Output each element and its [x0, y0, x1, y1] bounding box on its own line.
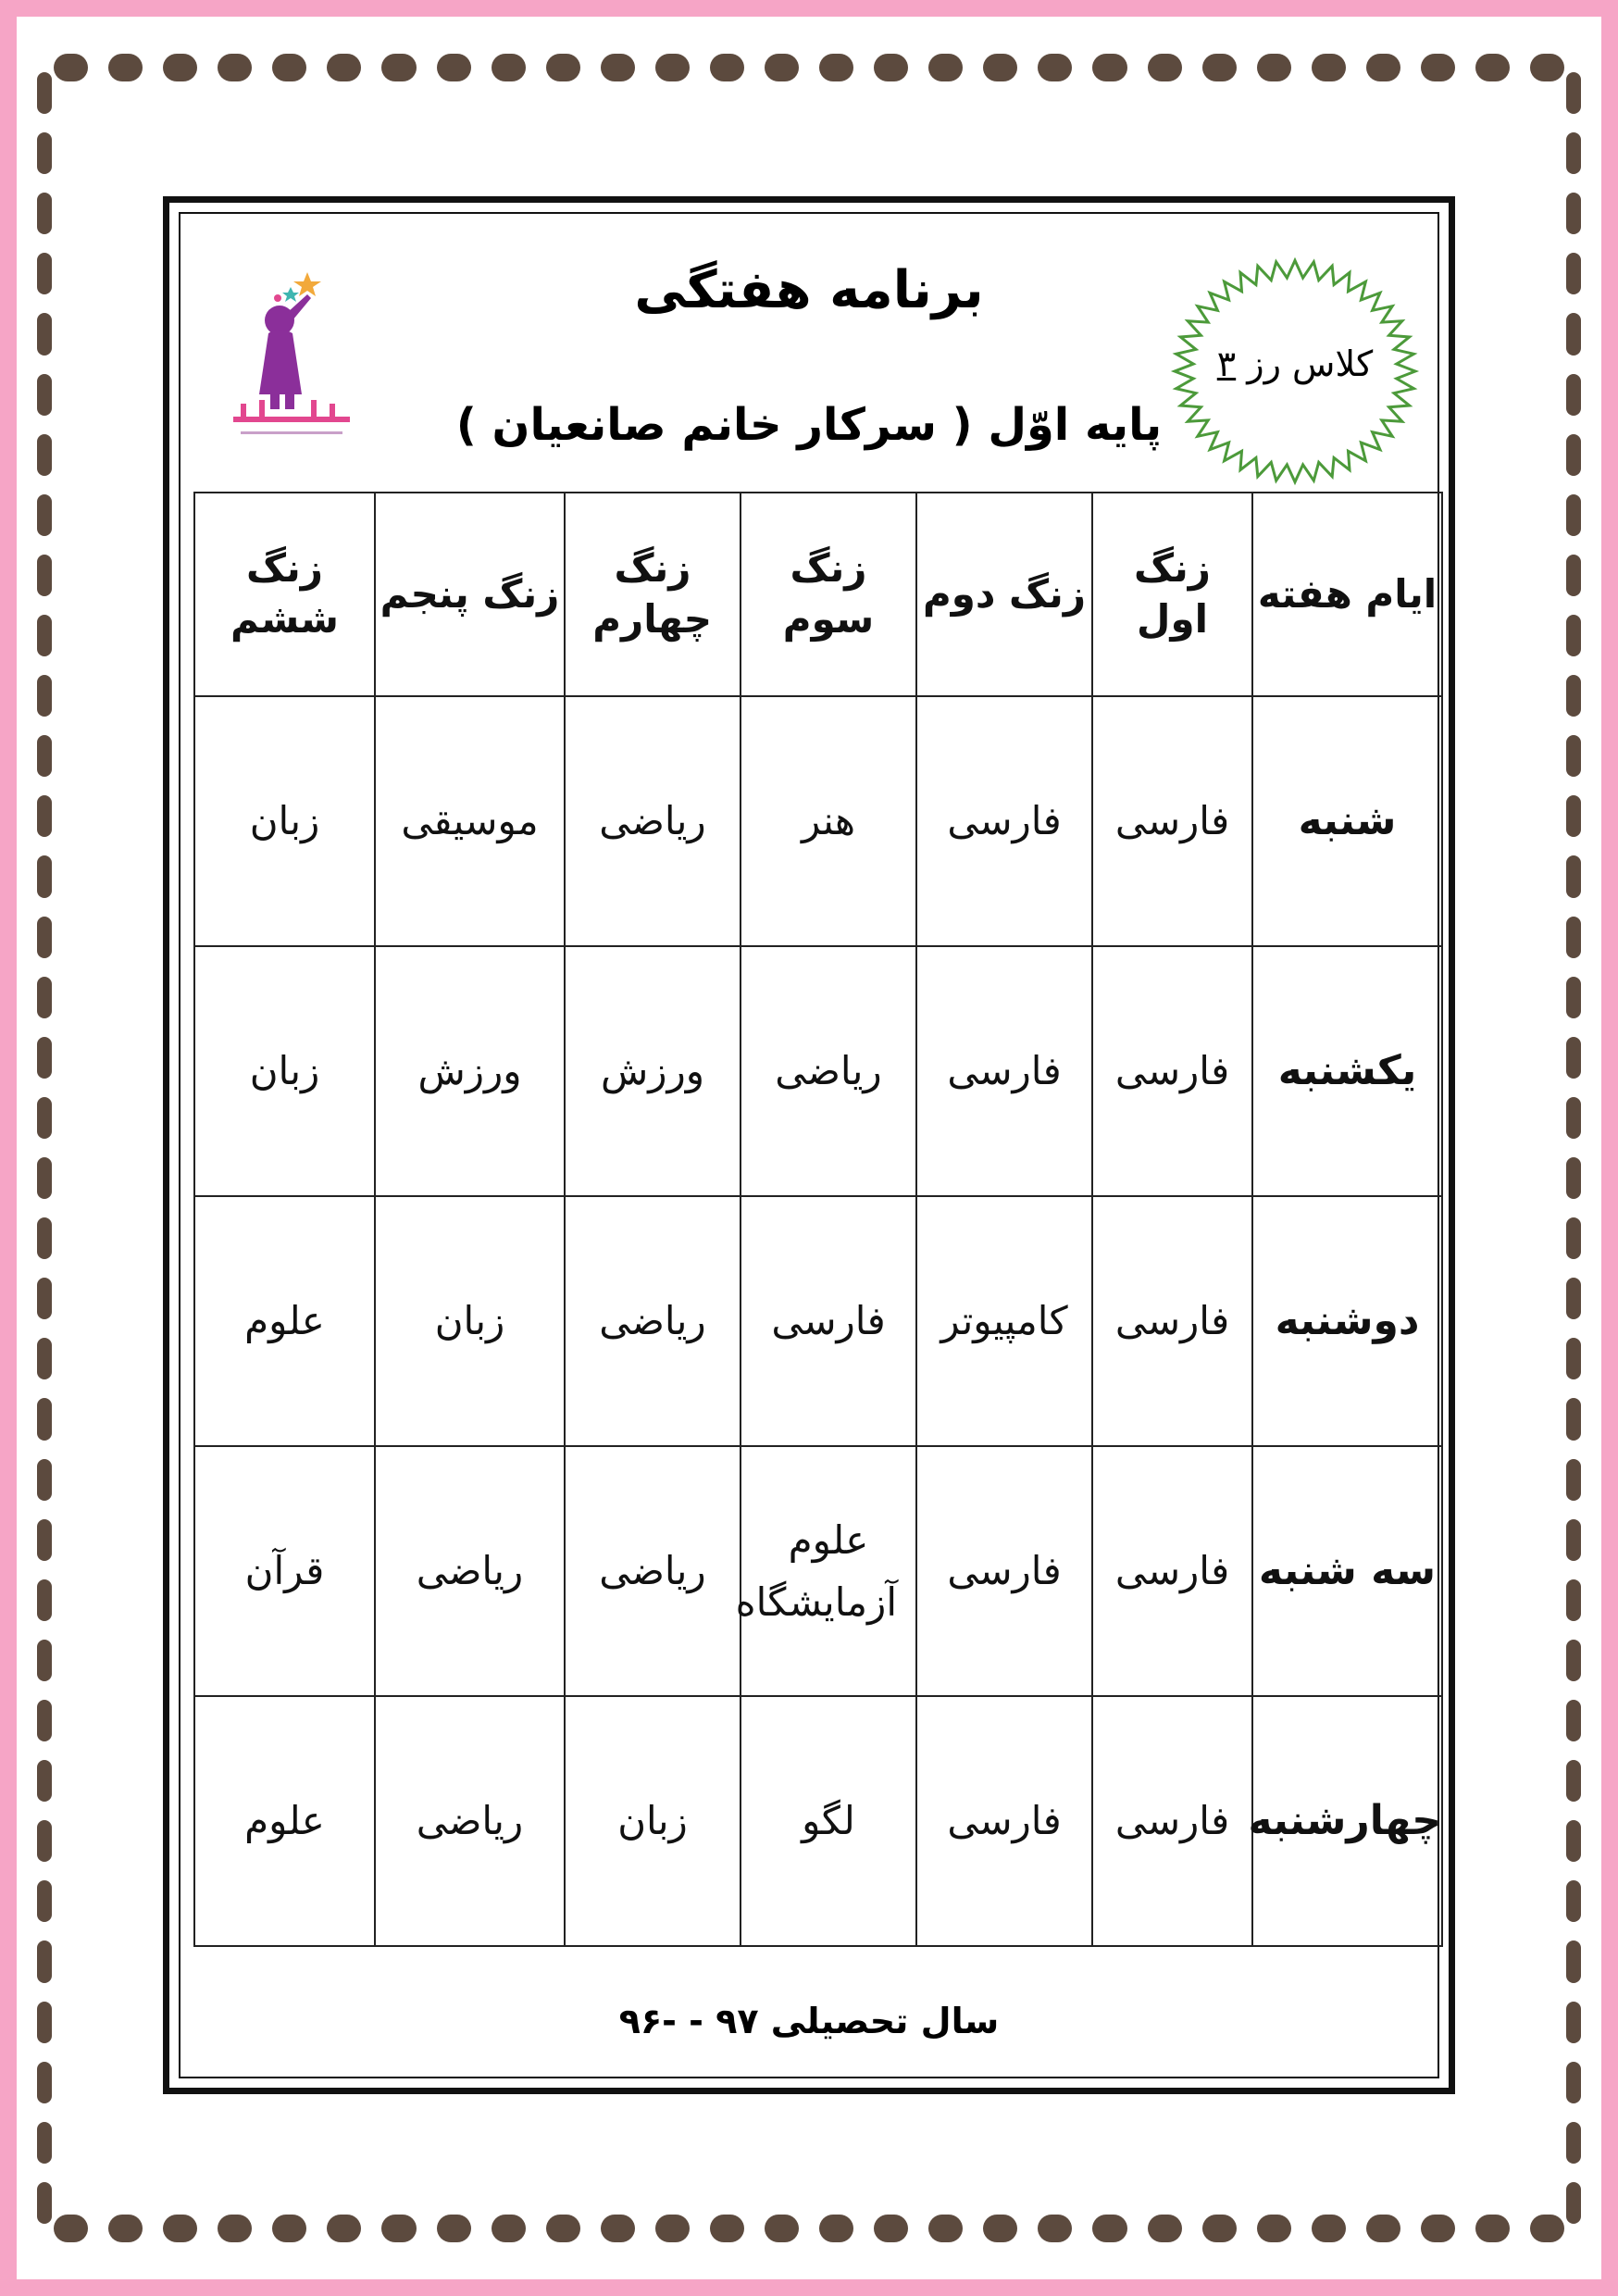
table-cell: فارسی	[916, 696, 1092, 946]
table-row	[194, 1696, 1442, 1946]
table-cell: فارسی	[1092, 1446, 1252, 1696]
left-dashed-border	[37, 72, 52, 2224]
table-cell: فارسی	[916, 1446, 1092, 1696]
page-subtitle: پایه اوّل ( سرکار خانم صانعیان )	[455, 399, 1163, 451]
table-cell: فارسی	[1092, 1696, 1252, 1946]
header-bell-2: زنگ دوم	[916, 493, 1092, 696]
table-cell: فارسی	[741, 1196, 916, 1446]
table-cell: ورزش	[565, 946, 741, 1196]
header-bell-6: زنگ ششم	[194, 493, 375, 696]
header-row	[194, 493, 1442, 696]
header-bell-1: زنگ اول	[1092, 493, 1252, 696]
table-row	[194, 946, 1442, 1196]
table-cell: قرآن	[194, 1446, 375, 1696]
table-cell: زبان	[565, 1696, 741, 1946]
day-cell: دوشنبه	[1252, 1196, 1442, 1446]
day-cell: چهارشنبه	[1252, 1696, 1442, 1946]
schedule-sheet	[163, 196, 1455, 2094]
table-row	[194, 696, 1442, 946]
table-row	[194, 1446, 1442, 1696]
class-prefix: کلاس رز	[1247, 343, 1374, 384]
header-bell-5: زنگ پنجم	[375, 493, 565, 696]
academic-year: سال تحصیلی ۹۷ - -۹۶	[618, 2001, 1000, 2041]
page-title: برنامه هفتگی	[634, 260, 984, 320]
day-cell: شنبه	[1252, 696, 1442, 946]
table-cell: زبان	[194, 946, 375, 1196]
table-cell: لگو	[741, 1696, 916, 1946]
table-cell: فارسی	[1092, 946, 1252, 1196]
table-cell: علوم	[194, 1696, 375, 1946]
header-bell-4: زنگ چهارم	[565, 493, 741, 696]
table-cell: ریاضی	[565, 1196, 741, 1446]
table-cell: ریاضی	[375, 1696, 565, 1946]
table-row	[194, 1196, 1442, 1446]
class-label	[1156, 343, 1434, 384]
table-cell: فارسی	[916, 946, 1092, 1196]
day-cell: یکشنبه	[1252, 946, 1442, 1196]
table-cell: علوم آزمایشگاه	[741, 1446, 916, 1696]
bottom-dashed-border	[54, 2215, 1564, 2242]
table-cell: موسیقی	[375, 696, 565, 946]
weekly-schedule-table	[193, 492, 1443, 1947]
top-dashed-border	[54, 54, 1564, 81]
table-cell: ریاضی	[375, 1446, 565, 1696]
header-bell-3: زنگ سوم	[741, 493, 916, 696]
class-badge	[1156, 246, 1434, 496]
table-cell: فارسی	[1092, 696, 1252, 946]
table-cell: ریاضی	[565, 1446, 741, 1696]
table-cell: فارسی	[916, 1696, 1092, 1946]
table-cell: ریاضی	[565, 696, 741, 946]
table-cell: فارسی	[1092, 1196, 1252, 1446]
table-cell: ورزش	[375, 946, 565, 1196]
table-cell: کامپیوتر	[916, 1196, 1092, 1446]
table-cell: علوم	[194, 1196, 375, 1446]
header-day: ایام هفته	[1252, 493, 1442, 696]
right-dashed-border	[1566, 72, 1581, 2224]
day-cell: سه شنبه	[1252, 1446, 1442, 1696]
table-cell: زبان	[194, 696, 375, 946]
class-number: ۳	[1216, 343, 1237, 384]
table-cell: زبان	[375, 1196, 565, 1446]
table-cell: هنر	[741, 696, 916, 946]
sheet-inner-border	[179, 212, 1439, 2078]
table-cell: ریاضی	[741, 946, 916, 1196]
